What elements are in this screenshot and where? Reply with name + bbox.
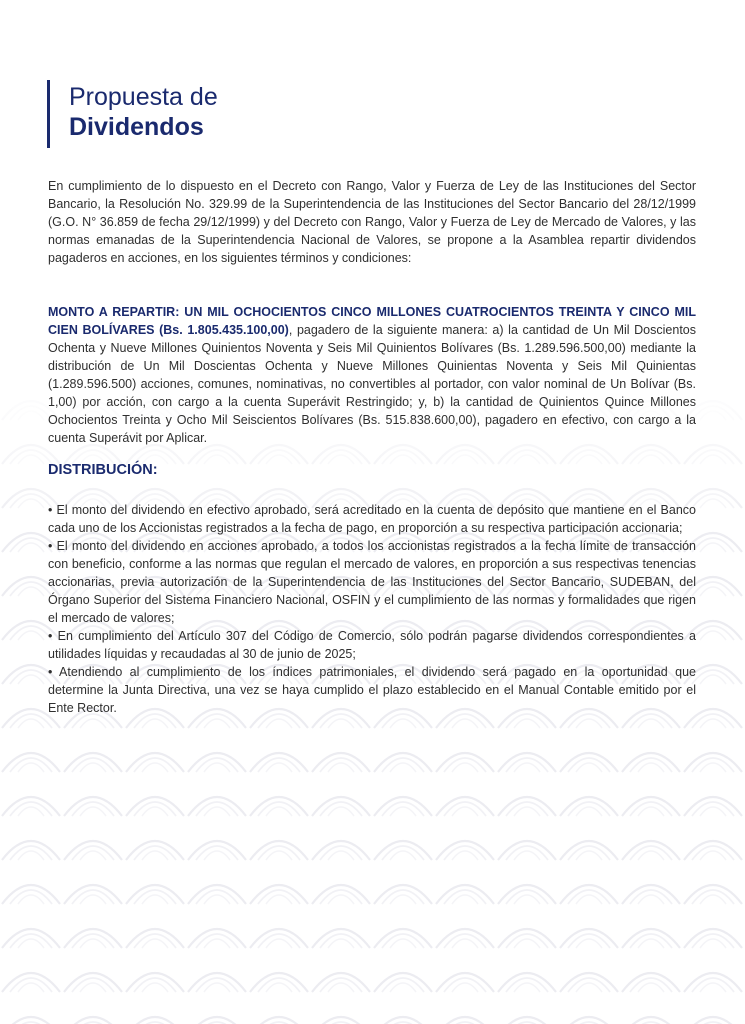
amount-rest: , pagadero de la siguiente manera: a) la cantidad de Un Mil Doscientos Ochenta y Nueve Millones Quinientos Noventa y Seis Mil Quinientos Bolívares (Bs. 1.289.596.500,00) mediante la distribución de Un Mil Doscientas Ochenta y Nueve Millones Quinientas Noventa y Seis Mil Quinientas (1.289.596.500) acciones, comunes, nominativas, no convertibles al portador, con valor nominal de Un Bolívar (Bs. 1,00) por acción, con cargo a la cuenta Superávit Restringido; y, b) la cantidad de Quinientos Quince Millones Ochocientos Treinta y Ocho Mil Seiscientos Bolívares (Bs. 515.838.600,00), pagadero en efectivo, con cargo a la cuenta Superávit por Aplicar. [48,323,696,445]
list-item: • Atendiendo al cumplimiento de los índices patrimoniales, el dividendo será pagado en la oportunidad que determine la Junta Directiva, una vez se haya cumplido el plazo establecido en el Manual Contable emitido por el Ente Rector. [48,665,696,715]
distribution-heading: DISTRIBUCIÓN: [48,462,158,478]
intro-paragraph: En cumplimiento de lo dispuesto en el Decreto con Rango, Valor y Fuerza de Ley de las Instituciones del Sector Bancario, la Resolución No. 329.99 de la Superintendencia de las Instituciones del Sector Bancario del 28/12/1999 (G.O. N° 36.859 de fecha 29/12/1999) y del Decreto con Rango, Valor y Fuerza de Ley de Mercado de Valores, y las normas emanadas de la Superintendencia Nacional de Valores, se propone a la Asamblea repartir dividendos pagaderos en acciones, en los siguientes términos y condiciones: [48,179,696,265]
list-item: • El monto del dividendo en acciones aprobado, a todos los accionistas registrados a la fecha límite de transacción con beneficio, conforme a las normas que regulan el mercado de valores, en proporción a sus respectivas tenencias accionarias, previa autorización de la Superintendencia de las Instituciones del Sector Bancario, SUDEBAN, del Órgano Superior del Sistema Financiero Nacional, OSFIN y el cumplimiento de las normas y formalidades que rigen el mercado de valores; [48,539,696,625]
distribution-list [48,501,696,717]
page-title-line1: Propuesta de [69,83,218,111]
amount-paragraph [48,303,696,447]
amount-bold: MONTO A REPARTIR: UN MIL OCHOCIENTOS CINCO MILLONES CUATROCIENTOS TREINTA Y CINCO MIL CIEN BOLÍVARES (Bs. 1.805.435.100,00) [48,305,696,337]
page-title [47,80,218,148]
page-title-line2: Dividendos [69,113,204,141]
list-item: • En cumplimiento del Artículo 307 del Código de Comercio, sólo podrán pagarse dividendos correspondientes a utilidades líquidas y recaudadas al 30 de junio de 2025; [48,629,696,661]
list-item: • El monto del dividendo en efectivo aprobado, será acreditado en la cuenta de depósito que mantiene en el Banco cada uno de los Accionistas registrados a la fecha de pago, en proporción a su respectiva participación accionaria; [48,503,696,535]
